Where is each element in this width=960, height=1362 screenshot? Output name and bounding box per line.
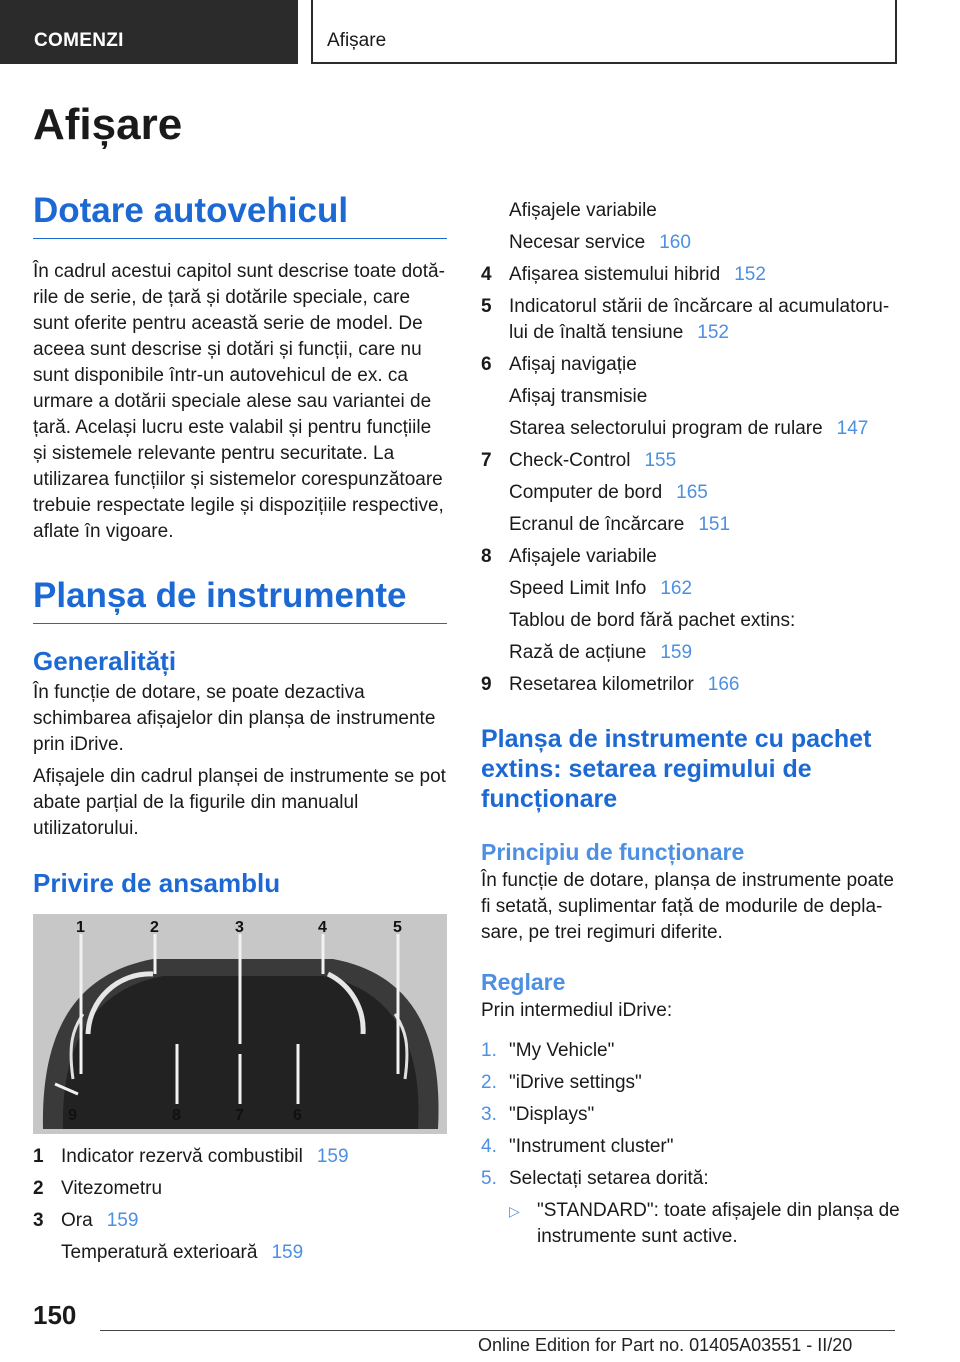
list-item [481, 608, 901, 634]
figure-label-2: 2 [150, 919, 159, 936]
list-item-label: Afișajele variabile [509, 200, 657, 221]
list-item-label: Rază de acțiune [509, 642, 647, 663]
list-item [481, 640, 901, 666]
list-item [481, 416, 901, 442]
step-number: 4. [481, 1136, 497, 1157]
header-tabs [0, 0, 960, 64]
paragraph-dotare: În cadrul acestui capitol sunt descrise toate dotările de serie, de țară și dotările speciale, care sunt oferite pentru această serie de model. De aceea sunt descrise și dotări și funcții, care nu sunt disponibile într-un autovehicul de ex. ca urmare a dotării speciale alese sau variantei de țară. Același lucru este valabil și pentru funcțiile și sistemele relevante pentru securitate. La utilizarea funcțiilor și sistemelor corespunzătoare trebuie respectate legile și dispozițiile respective, aflate în vigoare. [33, 261, 445, 542]
instrument-cluster-figure [33, 914, 447, 1134]
page-ref-link[interactable]: 152 [697, 322, 729, 343]
page-ref-link[interactable]: 165 [676, 482, 708, 503]
page-ref-link[interactable]: 159 [660, 642, 693, 663]
heading-extended-package: Planșa de instrumente cu pachet extins: setarea regimului de funcționare [481, 725, 872, 813]
list-item-label: Indicatorul stării de încărcare al acumulatorului de înaltă tensiune [509, 296, 890, 343]
page-ref-link[interactable]: 160 [659, 232, 691, 253]
figure-label-8: 8 [172, 1107, 181, 1124]
list-item-label: Starea selectorului program de rulare [509, 418, 823, 439]
tab-section[interactable] [311, 0, 897, 64]
heading-principle: Principiu de funcționare [481, 839, 745, 865]
list-item-number: 9 [481, 674, 492, 695]
page-ref-link[interactable]: 152 [734, 264, 766, 285]
list-item-number [481, 576, 509, 602]
paragraph-general-1: În funcție de dotare, se poate dezactiva schimbarea afișajelor din planșa de instrumente prin iDrive. [33, 682, 436, 755]
page-ref-link[interactable]: 151 [698, 514, 731, 535]
list-item-label: Check-Control [509, 450, 631, 471]
page-ref-link[interactable]: 159 [271, 1242, 304, 1263]
right-column [481, 198, 901, 1250]
left-column [33, 190, 447, 1272]
list-item [481, 672, 901, 698]
steps-list [481, 1038, 901, 1192]
step-text: "Instrument cluster" [509, 1136, 674, 1157]
page-ref-link[interactable]: 159 [106, 1210, 139, 1231]
heading-overview: Privire de ansamblu [33, 868, 281, 898]
step-text: "iDrive settings" [509, 1072, 642, 1093]
list-item-label: Afișajele variabile [509, 546, 657, 567]
list-item [481, 384, 901, 410]
list-item [481, 294, 901, 346]
list-item-number [481, 230, 509, 256]
list-item-number [481, 640, 509, 666]
list-item-label: Afișarea sistemului hibrid [509, 264, 721, 285]
list-item-label: Speed Limit Info [509, 578, 647, 599]
figure-label-1: 1 [76, 919, 85, 936]
figure-label-6: 6 [293, 1107, 302, 1124]
step-text: Selectați setarea dorită: [509, 1168, 709, 1189]
list-item [481, 544, 901, 570]
paragraph-setting: Prin intermediul iDrive: [481, 1000, 673, 1021]
list-item-label: Tablou de bord fără pachet extins: [509, 610, 796, 631]
triangle-icon: ▷ [509, 1203, 520, 1219]
list-item-label: Afișaj transmisie [509, 386, 648, 407]
list-item-number [481, 512, 509, 538]
list-item-label: Resetarea kilometrilor [509, 674, 694, 695]
list-item: 1 Indicator rezervă combustibil 159 [33, 1146, 349, 1167]
page-title: Afișare [33, 100, 183, 149]
substep-text: "STANDARD": toate afișajele din planșa de instrumente sunt active. [537, 1200, 900, 1247]
list-item-label: Computer de bord [509, 482, 663, 503]
step-number: 2. [481, 1072, 497, 1093]
list-item [481, 576, 901, 602]
list-item-number: 7 [481, 450, 492, 471]
figure-label-7: 7 [235, 1107, 244, 1124]
step-item [481, 1134, 901, 1160]
list-item: 2 Vitezometru [33, 1178, 163, 1199]
list-item-number [481, 416, 509, 442]
list-item-label: Afișaj navigație [509, 354, 637, 375]
tab-commands[interactable] [0, 0, 298, 64]
paragraph-principle: În funcție de dotare, planșa de instrumente poate fi setată, suplimentar față de modurile de deplasare, pe trei regimuri diferite. [481, 870, 894, 943]
step-item [481, 1166, 901, 1192]
figure-label-5: 5 [393, 919, 402, 936]
legend-list-right [481, 198, 901, 698]
list-item-label: Necesar service [509, 232, 646, 253]
list-item-number: 5 [481, 296, 492, 317]
heading-dotare: Dotare autovehicul [33, 190, 447, 239]
list-item-number [481, 198, 509, 224]
list-item [481, 480, 901, 506]
list-item [481, 512, 901, 538]
step-text: "Displays" [509, 1104, 595, 1125]
figure-label-3: 3 [235, 919, 244, 936]
page-ref-link[interactable]: 147 [836, 418, 869, 439]
footer-edition: Online Edition for Part no. 01405A03551 - II/20 [478, 1335, 853, 1355]
step-number: 3. [481, 1104, 497, 1125]
tab-section-label: Afișare [327, 30, 387, 51]
list-item-number: 6 [481, 354, 492, 375]
list-item [481, 352, 901, 378]
step-number: 1. [481, 1040, 497, 1061]
list-item [481, 230, 901, 256]
tab-commands-label: COMENZI [34, 30, 124, 51]
heading-general: Generalități [33, 646, 177, 676]
step-text: "My Vehicle" [509, 1040, 615, 1061]
page-number: 150 [33, 1300, 77, 1330]
figure-label-4: 4 [318, 919, 327, 936]
heading-plansa: Planșa de instrumente [33, 575, 447, 624]
step-item [481, 1102, 901, 1128]
step-number: 5. [481, 1168, 497, 1189]
list-item-number [481, 608, 509, 634]
list-item-number [481, 384, 509, 410]
page-ref-link[interactable]: 159 [316, 1146, 349, 1167]
list-item-number: 4 [481, 264, 492, 285]
cluster-illustration [33, 914, 447, 1134]
list-item: Temperatură exterioară 159 [61, 1242, 304, 1263]
figure-label-9: 9 [68, 1107, 77, 1124]
page-ref-link[interactable]: 162 [660, 578, 693, 599]
heading-setting: Reglare [481, 969, 566, 995]
list-item: 3 Ora 159 [33, 1210, 139, 1231]
list-item-number [481, 480, 509, 506]
page-ref-link[interactable]: 166 [707, 674, 740, 695]
legend-list-left [33, 1144, 447, 1266]
substep [509, 1198, 901, 1250]
step-item [481, 1038, 901, 1064]
list-item [481, 198, 901, 224]
page-ref-link[interactable]: 155 [644, 450, 677, 471]
list-item-label: Ecranul de încărcare [509, 514, 685, 535]
step-item [481, 1070, 901, 1096]
paragraph-general-2: Afișajele din cadrul planșei de instrumente se pot abate parțial de la figurile din manualul utilizatorului. [33, 766, 446, 839]
list-item [481, 262, 901, 288]
list-item-number: 8 [481, 546, 492, 567]
footer-divider [100, 1330, 895, 1331]
list-item [481, 448, 901, 474]
